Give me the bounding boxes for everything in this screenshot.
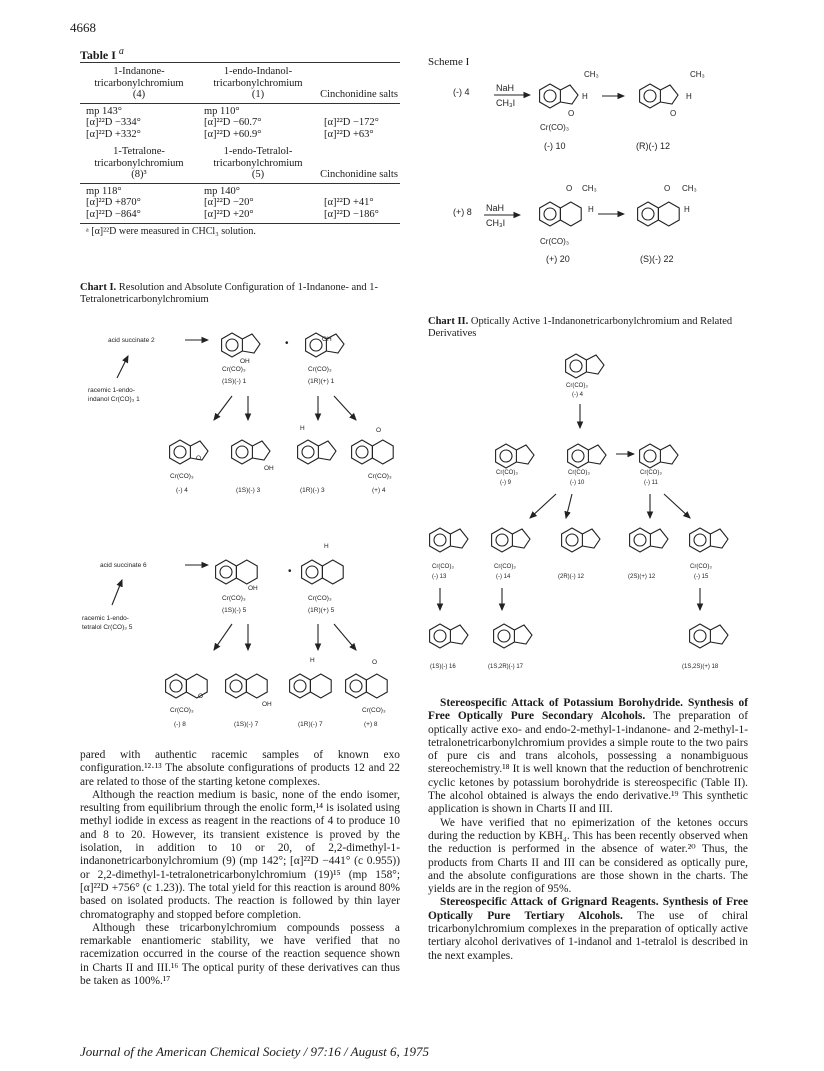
journal-footer: Journal of the American Chemical Society / 97:16 / August 6, 1975 — [80, 1044, 430, 1059]
svg-text:(+) 20: (+) 20 — [546, 254, 570, 264]
svg-text:O: O — [664, 184, 671, 193]
table-footnote: ᵃ [α]²²D were measured in CHCl₃ solution. — [86, 226, 256, 237]
svg-text:H: H — [684, 205, 690, 214]
svg-text:(-) 14: (-) 14 — [496, 574, 511, 580]
svg-text:(1R)(+) 1: (1R)(+) 1 — [308, 378, 335, 385]
svg-text:(-) 9: (-) 9 — [500, 480, 511, 486]
svg-text:O: O — [198, 693, 204, 700]
svg-text:(+) 8: (+) 8 — [453, 207, 472, 217]
svg-text:(1R)(-) 7: (1R)(-) 7 — [298, 721, 323, 728]
svg-text:(1R)(+) 5: (1R)(+) 5 — [308, 607, 335, 614]
svg-text:O: O — [670, 109, 677, 118]
svg-text:CH₃: CH₃ — [584, 70, 599, 79]
svg-text:Cr(CO)₃: Cr(CO)₃ — [568, 470, 590, 476]
scheme-1 — [453, 70, 705, 264]
svg-text:acid succinate 6: acid succinate 6 — [100, 562, 147, 569]
svg-text:Cr(CO)₃: Cr(CO)₃ — [690, 564, 712, 570]
svg-text:(-) 8: (-) 8 — [174, 721, 186, 728]
svg-text:O: O — [568, 109, 575, 118]
svg-text:(-) 4: (-) 4 — [572, 392, 583, 398]
chart1-bottom-block — [82, 543, 387, 728]
svg-text:Cr(CO)₃: Cr(CO)₃ — [540, 123, 570, 132]
svg-text:•: • — [288, 566, 292, 577]
svg-text:OH: OH — [264, 465, 274, 472]
chart2-caption: Chart II. Optically Active 1-Indanonetricarbonylchromium and Related Derivatives — [428, 316, 733, 339]
svg-text:OH: OH — [322, 336, 332, 343]
svg-text:Cr(CO)₃: Cr(CO)₃ — [308, 595, 332, 602]
svg-text:CH₃: CH₃ — [690, 70, 705, 79]
chart1-caption: Chart I. Resolution and Absolute Configuration of 1-Indanone- and 1-Tetralonetricarbonylchromium — [80, 282, 379, 305]
svg-text:(1S,2R)(-) 17: (1S,2R)(-) 17 — [488, 664, 524, 670]
table-title: Table I $^a$ — [80, 46, 124, 62]
table-1: 1-Indanone- tricarbonylchromium (4) 1-endo-Indanol- tricarbonylchromium (1) Cinchonidine salts mp 143° [α]²²D −334° [α]²²D +332° mp 110° [α]²²D −60.7° [α]²²D +60.9° [α]²²D −172° [α]²²D +63° 1-Tetralone- tricarbonylchromium (8)³ 1-endo-Tetralol- tricarbonylchromium (5) Cinchonidine salts mp 118° [α]²²D +870° [α]²²D −864° mp 140° [α]²²D −20° [α]²²D +20° [α]²²D +41° [α]²²D −186° ᵃ [α]²²D were measured in CHCl₃ solution. — [80, 62, 400, 237]
scheme-title: Scheme I — [428, 56, 470, 68]
svg-text:H: H — [588, 205, 594, 214]
svg-text:(1S,2S)(+) 18: (1S,2S)(+) 18 — [682, 664, 719, 670]
svg-text:Cr(CO)₃: Cr(CO)₃ — [222, 595, 246, 602]
chart1-top-block — [88, 333, 393, 494]
svg-text:H: H — [310, 657, 315, 664]
svg-text:Cr(CO)₃: Cr(CO)₃ — [222, 366, 246, 373]
svg-text:OH: OH — [248, 585, 258, 592]
svg-text:•: • — [285, 338, 289, 349]
svg-text:O: O — [372, 659, 378, 666]
svg-text:O: O — [376, 427, 382, 434]
left-column-text: pared with authentic racemic samples of known exo configuration.¹²·¹³ The absolute configurations of products 12 and 22 are related to those of the starting ketone complexes. Although the reaction medium is basic, none of the endo isomer, resulting from equilibrium through the enolic form,¹⁴ is isolated using methyl iodide in excess as reagent in the reactions of 4 to produce 10 and 8 to 20. However, its transient existence is proved by the isolation, in addition to 10 or 20, of 2,2-dimethyl-1-indanonetricarbonylchromium (9) (mp 142°; [α]²²D −441° (c 0.955)) or 2,2-dimethyl-1-tetralonetricarbonylchromium (19)¹⁵ (mp 158°; [α]²²D +756° (c 1.23)). The total yield for this reaction is around 80% based on isolated products. The reaction is followed by thin layer chromatography and stopped before completion. Although these tricarbonylchromium compounds possess a remarkable enantiomeric stability, we have verified that no racemization occurred in the course of the reaction sequence shown in Charts II and III.¹⁶ The optical purity of these derivatives can thus be taken as 100%.¹⁷ — [80, 749, 400, 988]
svg-text:H: H — [686, 92, 692, 101]
svg-text:Cr(CO)₃: Cr(CO)₃ — [494, 564, 516, 570]
svg-text:(+) 4: (+) 4 — [372, 487, 386, 494]
svg-text:(2S)(+) 12: (2S)(+) 12 — [628, 574, 656, 580]
svg-text:Cr(CO)₃: Cr(CO)₃ — [540, 237, 570, 246]
svg-text:H: H — [582, 92, 588, 101]
svg-text:CH₃: CH₃ — [682, 184, 697, 193]
svg-text:(S)(-) 22: (S)(-) 22 — [640, 254, 674, 264]
svg-text:H: H — [300, 425, 305, 432]
svg-text:Cr(CO)₃: Cr(CO)₃ — [308, 366, 332, 373]
svg-text:NaH: NaH — [496, 83, 515, 93]
svg-text:racemic 1-endo-: racemic 1-endo- — [88, 387, 135, 394]
svg-text:tetralol Cr(CO)₃ 5: tetralol Cr(CO)₃ 5 — [82, 624, 133, 631]
svg-text:Cr(CO)₃: Cr(CO)₃ — [640, 470, 662, 476]
svg-text:Cr(CO)₃: Cr(CO)₃ — [362, 707, 386, 714]
svg-text:(1S)(-) 3: (1S)(-) 3 — [236, 487, 261, 494]
svg-text:CH₃I: CH₃I — [496, 98, 516, 108]
svg-text:(-) 15: (-) 15 — [694, 574, 709, 580]
svg-text:(+) 8: (+) 8 — [364, 721, 378, 728]
svg-text:Cr(CO)₃: Cr(CO)₃ — [368, 473, 392, 480]
svg-text:CH₃: CH₃ — [582, 184, 597, 193]
svg-text:O: O — [196, 455, 202, 462]
svg-text:Cr(CO)₃: Cr(CO)₃ — [170, 473, 194, 480]
svg-text:(1S)(-) 1: (1S)(-) 1 — [222, 378, 247, 385]
svg-text:(1S)(-) 16: (1S)(-) 16 — [430, 664, 456, 670]
svg-text:H: H — [324, 543, 329, 550]
svg-text:(-) 10: (-) 10 — [570, 480, 585, 486]
svg-text:(R)(-) 12: (R)(-) 12 — [636, 141, 670, 151]
svg-text:OH: OH — [262, 701, 272, 708]
chart1-acid-top: acid succinate 2 — [108, 337, 155, 344]
chart2-diagram — [430, 354, 728, 670]
svg-text:Cr(CO)₃: Cr(CO)₃ — [170, 707, 194, 714]
svg-text:Cr(CO)₃: Cr(CO)₃ — [496, 470, 518, 476]
svg-text:CH₃I: CH₃I — [486, 218, 506, 228]
svg-text:(2R)(-) 12: (2R)(-) 12 — [558, 574, 585, 580]
svg-text:(1S)(-) 7: (1S)(-) 7 — [234, 721, 259, 728]
svg-text:(-) 4: (-) 4 — [453, 87, 470, 97]
svg-text:Cr(CO)₃: Cr(CO)₃ — [432, 564, 454, 570]
svg-text:(-) 10: (-) 10 — [544, 141, 566, 151]
svg-text:racemic 1-endo-: racemic 1-endo- — [82, 615, 129, 622]
svg-text:(-) 13: (-) 13 — [432, 574, 447, 580]
svg-text:indanol Cr(CO)₃ 1: indanol Cr(CO)₃ 1 — [88, 396, 140, 403]
svg-text:(1S)(-) 5: (1S)(-) 5 — [222, 607, 247, 614]
svg-text:(-) 11: (-) 11 — [644, 480, 658, 486]
svg-text:Cr(CO)₃: Cr(CO)₃ — [566, 383, 588, 389]
page-number: 4668 — [70, 20, 96, 35]
right-column-text: Stereospecific Attack of Potassium Borohydride. Synthesis of Free Optically Pure Secondary Alcohols. The preparation of optically active exo- and endo-2-methyl-1-indanone- and 2-methyl-1-tetralonetricarbonylchromium provides a simple route to the two pairs of pure cis and trans alcohols, possessing a nonambiguous stereochemistry.¹⁸ It is well known that the reduction of benchrotrenic cyclic ketones by potassium borohydride is stereospecific (Table II). The alcohol obtained is always the endo derivative.¹⁹ This synthetic application is shown in Charts II and III. We have verified that no epimerization of the ketones occurs during the reduction by KBH₄. This has been recently observed when the reduction is performed in the absence of water.²⁰ Thus, the products from Charts II and III can be considered as optically pure, and the absolute configurations are those shown in the charts. The yields are in the region of 95%. Stereospecific Attack of Grignard Reagents. Synthesis of Free Optically Pure Tertiary Alcohols. The use of chiral tricarbonylchromium complexes in the preparation of optically active tertiary alcohol derivatives of 1-indanol and 1-tetralol is described in the next examples. — [428, 697, 748, 962]
svg-text:NaH: NaH — [486, 203, 505, 213]
svg-text:O: O — [566, 184, 573, 193]
svg-text:(1R)(-) 3: (1R)(-) 3 — [300, 487, 325, 494]
svg-text:OH: OH — [240, 358, 250, 365]
svg-text:(-) 4: (-) 4 — [176, 487, 188, 494]
